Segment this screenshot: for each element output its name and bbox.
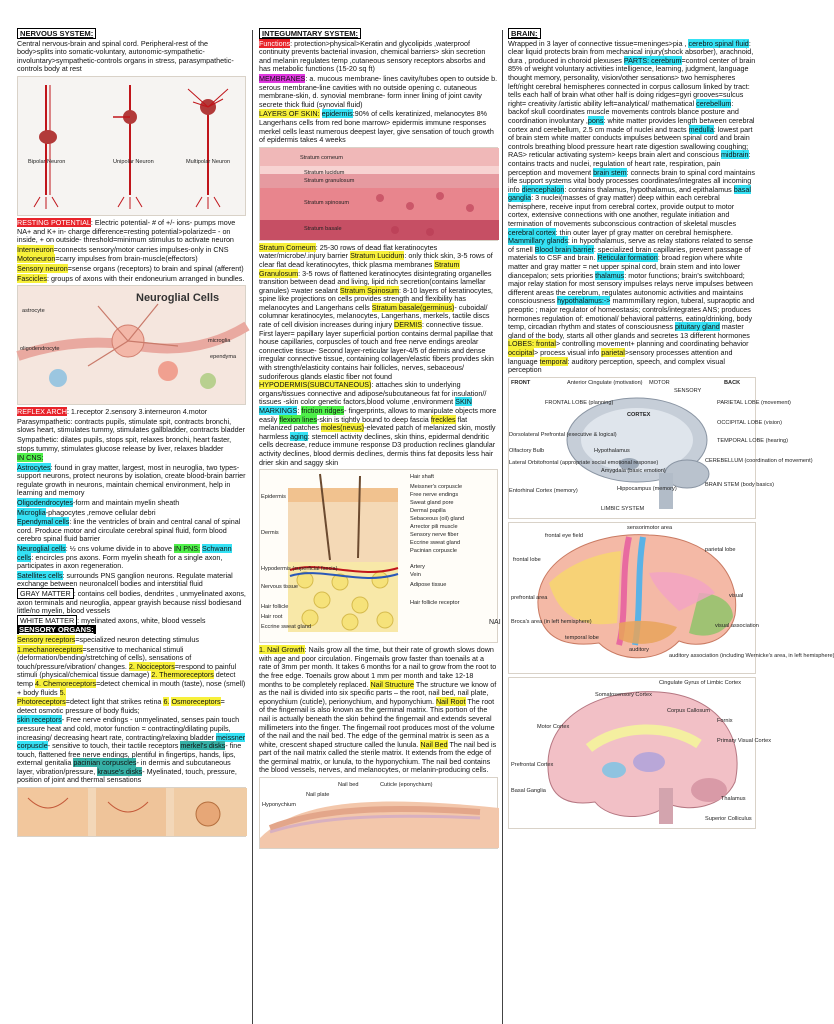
prefrontal-area-label: prefrontal area [511,594,548,601]
nail-side-label: NAI [489,619,501,627]
reticular-text: : broad region where white matter and gray matter = net upper spinal cord, brain stem and into lower diancepalon; sets priorities [508,253,743,280]
pons-text: : white matter provides length between cerebral cortex and cerebellum, 2.5 cm made of nuclei and tracts [508,115,755,134]
merkel-text: - fine touch, flattened free nerve endings, plentiful in fingertips, hands, lips, external genitalia [17,741,242,768]
basal-ganglia-label: Basal Ganglia [511,787,546,794]
integumentary-column [259,29,501,1024]
brain-stem-label: BRAIN STEM (body basics) [705,481,775,488]
thalamus-text: : motor functions; brain's switchboard; major relay station for most sensory impulses relays nerve impulses between different areas the cerebrum, regulates autonomic activities and maintains consciousness [508,270,753,306]
flexion-lines-text: -skin is tightly bound to deep fascia [316,414,431,424]
strata-drawing [260,148,499,240]
visual-association-label: visual association [715,622,759,629]
osmoreceptors-text: = detect osmotic pressure of body fluids; [17,697,225,715]
mammillary-text: : in hypothalamus, serve as relay stations related to sense of smell [508,236,753,254]
neuroglial-cells-illustration [17,285,246,405]
oligodendrocytes-term: Oligodendrocytes [17,498,73,508]
column-divider-2 [502,30,503,1024]
hair-shaft-label: Hair shaft [410,474,434,481]
nervous-tissue-label: Nervous tissue [261,584,298,591]
multipolar-label: Multipolar Neuron [186,158,231,165]
reflex-arch-term: REFLEX ARCH [17,407,67,417]
brain-regions-illustration [508,377,813,519]
functions-term: Functions [259,38,291,48]
nail-structure-text: The structure we know of as the nail is divided into six specific parts – the root, nail bed, nail plate, eponychium (cuticle), perionychium, and hyponychium. [259,679,497,706]
midbrain-text: : contains tracts and nuclei, regulation of heart rate, respiration, pain perception and movement [508,150,751,177]
six-term: 6. [163,697,170,707]
ependymal-text: : line the ventricles of brain and central canal of spinal cord. Produce motor and circulate cerebral spinal fluid, form blood cerebro spinal fluid barrier [17,517,241,544]
osmoreceptors-term: Osmoreceptors [171,697,221,707]
hypothalamus-label: Hypothalamus [594,447,630,454]
column-divider [252,30,253,1024]
dermis-text: : connective tissue. First layer= papillary layer superficial portion contains dermal papillae that house capillaries, corpuscles of touch and free nerve endings areolar connective tissue- Second layer-reticular layer-4/5 of dermis and dense irregular connective tissue, containing collagen/elastic fibers provides skin with strength/elasticity contains hair follicles, nerves, sebaceous/ sudoriferous glands elastic fiber not found [259,320,494,381]
diencephalon-text: : contains thalamus, hypothalamus, and epithalamus [564,184,734,194]
brocas-area-label: Broca's area (in left hemisphere) [511,618,592,625]
dermal-papilla-label: Dermal papilla [410,508,446,515]
basal-ganglia-term: basal ganglia [508,184,751,203]
mechanoreceptors-term: 1.mechanoreceptors [17,644,83,654]
glial-title: Neuroglial Cells [136,292,220,305]
fascicles-text: : groups of axons with their endoneurium arranged in bundles. [46,273,245,283]
lobes-term: LOBES: frontal [508,339,556,349]
nail-growth-term: 1. Nail Growth [259,645,305,655]
neuroglial-text: : ½ cns volume divide in to above [65,544,173,554]
skin-receptors-term: skin receptors [17,715,62,725]
hypothalamus-term: hypothalamus:-> [557,296,611,306]
mechanoreceptors-text: =sensitive to mechanical stimuli (deformation/bending/stretching of cells), sensations of touch/pressure/vibration/ changes. [17,644,192,671]
cerebellum-text: : backof skull coordinates muscle movements controls blance posture and coordination involuntary , [508,98,739,125]
temporal-lobe-label-2: temporal lobe [565,634,599,641]
fascicles-term: Fascicles [17,273,47,283]
sensory-neuron-term: Sensory neuron [17,263,68,273]
meissner-text: - sensitive to touch, their tactile receptors [47,741,181,751]
nail-plate-label: Nail plate [306,792,330,799]
stratum-corneum-term: Stratum Corneum [259,242,316,252]
neuroglial-term: Neuroglial cells [17,544,66,554]
photoreceptors-text: =detect light that strikes retina [65,697,162,707]
parasympathetic-text: Parasympathetic: contracts pupils, stimulate spit, contracts bronchi, slows heart, stimulates tummy, stimulates gallbladder, contracts bladder [17,416,245,435]
temporal-lobe-label: TEMPORAL LOBE (hearing) [717,437,788,444]
brain-stem-term: brain stem [593,167,627,177]
sensory-receptors-illustration [17,787,246,837]
corpus-callosum-label: Corpus Callosum [667,707,710,714]
hippocampus-label: Hippocampus (memory) [617,485,677,492]
temporal-term: temporal [539,356,568,366]
artery-label: Artery [410,564,425,571]
freckles-text: flat melanized patches [259,414,468,433]
cerebellum-label: CEREBELLUM (coordination of movement) [705,457,813,464]
reflex-arch-text: : 1.receptor 2.sensory 3.interneuron 4.motor [66,407,208,417]
brain-region-drawing [509,378,757,518]
receptor-drawing [18,788,247,836]
photoreceptors-term: Photoreceptors [17,697,66,707]
sympathetic-text: Sympathetic: dilates pupils, stops spit, relaxes bronchi, heart faster, stops tummy, stimulates glucose release by liver, relaxes bladder [17,434,232,453]
microglia-term: Microglia [17,507,46,517]
sensory-organs-header: SENSORY ORGANS: [19,625,94,635]
astrocytes-text: : found in gray matter, largest, most in neuroglia, two types-support neurons, protect neurons by isolation, create blood-brain barrier regulate growth in neurons, maintain chemical environment, help in learning and memory [17,462,246,498]
csf-text: : clear liquid protects brain from mechanical injury(shock absorber), arachnoid, dura , produced in choroid plexuses [508,38,754,65]
sagittal-drawing [509,678,757,828]
nail-bed-text: The nail bed is part of the nail matrix called the sterile matrix. It extends from the edge of the germinal matrix, or lunula, to the hyponychium. The nail bed contains the blood vessels, nerves, and melanocytes, or melanin-producing cells. [259,739,497,775]
resting-potential-text: : Electric potential- # of +/- ions- pumps move NA+ and K+ in- charge difference=resting potential>polarized= - on inside, + on outside- threshold=minimum stimulus to activate neuron [17,217,236,245]
dorsolateral-label: Dorsolateral Prefrontal (executive & logical) [509,431,617,438]
nail-growth-text: : Nails grow all the time, but their rate of growth slows down with age and poor circulation. Fingernails grow faster than toenails at a rate of 3mm per month. It takes 6 months for a nail to grow from the root to the free edge. Toenails grow about 1 mm per month and take 12-18 months to be completely replaced. [259,645,497,689]
parts-text: =control center of brain 85% of weight voluntary activities intelligence, learning, judgment, language thought memory, personality, vision/other sensations> two hemispheres left/right cerebral hemispheres connected in corpus callosum linked by tract: tells each half of brain what other half is doing ridges=gyri grooves=sulcus right= creativity /artistic ability left=analytical/ mathematical [508,55,756,108]
stratum-granulosum-label: Stratum granulosum [304,177,355,184]
hypodermis-text: : attaches skin to underlying organs/tissues connective and adipose/subcutaneous fat for insulation// tissues -skin color genetic factors,blood volume ,environment [259,380,487,407]
aging-text: : stemcell activity declines, skin thins, epidermal dendritic cells decrease, reduce immune response D3 production reclines glandular activity declines, blood dermis declines, dermis thins fat deposits less hair drier skin and saggy skin [259,431,496,467]
oligodendrocyte-label: oligodendrocyte [20,346,60,353]
midbrain-term: midbrain [720,150,749,160]
skin-cross-section-illustration [259,469,501,643]
sebaceous-label: Sebaceous (oil) gland [410,516,465,523]
parietal-term: parietal [601,347,625,357]
schwann-text: : encircles pns axons. Form myelin sheath for a single axon, participates in axon regeneration. [17,552,223,571]
oligodendrocytes-text: -form and maintain myelin sheath [72,498,180,508]
gray-matter-text: : contains cell bodies, dendrites , unmyelinated axons, axon terminals and neuroglia, appear grayish because nissl bodiesand little/no myelin, blood vessels [17,589,246,616]
parietal-lobe-label: PARIETAL LOBE (movement) [717,399,791,406]
pacinian-text: - in dermis and subcutaneous layer, vibration/pressure, [17,758,231,776]
cingulate-gyrus-label: Cingulate Gyrus of Limbic Cortex [659,679,742,686]
occipital-text: > process visual info [533,347,602,357]
superior-colliculus-label: Superior Colliculus [705,815,752,822]
cerebellum-term: cerebellum [696,98,732,108]
bipolar-label: Bipolar Neuron [28,158,66,165]
olfactory-label: Olfactory Bulb [509,447,545,454]
aging-term: aging [290,431,308,441]
layers-of-skin-term: LAYERS OF SKIN: [259,109,320,119]
friction-ridges-term: friction ridges [301,406,345,415]
cortex-areas-illustration [508,522,834,674]
sensory-label: SENSORY [674,387,702,394]
frontal-eye-field-label: frontal eye field [545,532,583,539]
stratum-corneum-label: Stratum corneum [300,154,343,161]
occipital-lobe-label: OCCIPITAL LOBE (vision) [717,419,782,426]
cuticle-label: Cuticle (eponychium) [380,782,433,789]
thalamus-label: Thalamus [721,795,746,802]
bbb-text: : specialized brain capillaries, prevent passage of materials to CSF and brain. [508,244,751,263]
reticular-term: Reticular formation [597,253,658,263]
stratum-basale-label: Stratum basale [304,225,342,232]
back-label: BACK [724,379,741,386]
interneuron-term: Interneuron [17,244,54,254]
vein-label: Vein [410,572,421,579]
medulla-text: : lowest part of brain stem white matter conducts impulses between spinal cord and brain controls breathing blood pressure heart rate digestion swallowing coughing; RAS> reticular activating system> keeps brain alert and conscious [508,124,753,160]
occipital-term: occipital [508,347,534,357]
nail-structure-term: Nail Structure [370,679,415,689]
entorhinal-label: Entorhinal Cortex (memory) [509,487,578,494]
front-label: FRONT [511,379,531,386]
parietal-text: >sensory processes attention and language [508,347,733,366]
motor-cortex-label: Motor Cortex [537,723,570,730]
satellite-term: Satellites cells [17,570,63,580]
basal-ganglia-text: : 3 nuclei(masses of gray matter) deep within each cerebral hemisphere, receive input from cerebral cortex, provide output to motor cortex, extensive connections with one another, regulate initiation and termination of movements subconscious contraction of skeletal muscles [508,193,737,229]
pacinian-label: Pacinian corpuscle [410,548,457,555]
unipolar-label: Unipolar Neuron [113,158,154,165]
interneuron-text: =connects sensory/motor carries impulses-only in CNS [53,244,229,254]
diencephalon-term: diencephalon [521,184,565,194]
sensory-fiber-label: Sensory nerve fiber [410,532,459,539]
pons-term: pons [587,115,604,125]
parts-term: PARTS: cerebrum [623,55,682,65]
hypodermis-term: HYPODERMIS(SUBCUTANEOUS) [259,380,372,390]
moles-term: moles(nevus) [320,423,365,433]
nail-bed-term: Nail Bed [420,739,448,749]
hair-follicle-label: Hair follicle [261,604,289,611]
thalamus-term: thalamus [595,270,625,280]
meissner-label: Meissner's corpuscle [410,484,463,491]
auditory-label: auditory [629,646,649,653]
meissner-term: meissner corpuscle [17,732,246,751]
auditory-association-label: auditory association (including Wernicke's area, in left hemisphere) [669,652,834,659]
stratum-spinosum-term: Stratum Spinosum [339,285,400,295]
membranes-text: : a. mucous membrane- lines cavity/tubes open to outside b. serous membrane-line cavities with no outside opening c. cutaneous membrane-skin, d. synovial membrane- form inner lining of joint cavity secrete thick fluid (synovial fluid) [259,73,498,109]
cns-term: IN CNS: [17,453,44,463]
motoneuron-term: Motoneuron [17,254,56,264]
hypothalamus-text: mammmillary region, tuberal, supraoptic and preoptic ; major regulator of homeostasis; controls/integrates ANS; produces hormones regulation of: emotional/ behavioral patterns, eating/drinking, body temp, circadian rhythm and states of consciousness [508,296,755,332]
pituitary-text: master gland of the body, starts all other glands and secretes 13 different hormones [508,322,750,340]
chemoreceptors-term: 4. Chemoreceptors [34,678,97,688]
fornix-label: Fornix [717,717,733,724]
follicle-receptor-label: Hair follicle receptor [410,600,460,607]
brain-intro: Wrapped in 3 layer of connective tissue=meninges>pia , [508,38,689,48]
arrector-label: Arrector pili muscle [410,524,458,531]
sensorimotor-label: sensorimotor area [627,524,673,531]
membranes-term: MEMBRANES [259,73,306,83]
dermis-label: Dermis [261,530,279,537]
amygdala-label: Amygdala (basic emotion) [601,467,666,474]
moles-text: -elevated patch of melanized skin, mostly harmless [259,423,496,441]
stratum-granulosum-term: Stratum Granulosum [259,259,460,278]
ependymal-term: Ependymal cells [17,517,70,527]
sensory-receptors-text: =specialized neuron detecting stimulus [75,634,199,644]
parietal-lobe-label-2: parietal lobe [705,546,736,553]
skin-markings-text: : [297,406,302,415]
sensory-receptors-term: Sensory receptors [17,634,76,644]
thermoreceptors-text: detect temp [17,670,236,688]
eccrine-gland-label: Eccrine sweat gland [261,624,312,631]
friction-ridges-text: - fingerprints, allows to manipulate objects more easily [259,406,497,424]
integumentary-header: INTEGUMNTARY SYSTEM: [259,28,361,39]
krause-text: - Myelinated, touch, pressure, position of joint and thermal sensations [17,766,237,785]
dermis-term: DERMIS [394,320,422,330]
eccrine-label: Eccrine sweat gland [410,540,461,547]
stratum-lucidum-text: : only thick skin, 3-5 rows of clear flat dead keratinocytes, thick plasma membranes [259,251,493,269]
chemoreceptors-text: =detect chemical in mouth (taste), nose (smell) + body fluids [17,678,246,697]
skin-receptors-text: - Free nerve endings - unmyelinated, senses pain touch pressure heat and cold, motor function = contracting/dilating pupils, increasing/ decreasing heart rate, contracting/relaxing bladder [17,715,240,742]
stratum-lucidum-label: Stratum lucidum [304,169,345,176]
epidermis-label: Epidermis [261,494,286,501]
freckles-term: freckles [430,414,456,424]
astrocyte-label: astrocyte [22,308,45,315]
csf-term: cerebro spinal fluid [688,38,749,48]
stratum-spinosum-text: : 8-10 layers of keratinocytes, spine like projections on cells provides strength and flexibility has melanocytes and Langerhans cells [259,285,493,312]
motor-label: MOTOR [649,379,670,386]
white-matter-term: WHITE MATTER [17,615,77,626]
resting-potential-term: RESTING POTENTIAL [17,217,91,227]
nail-drawing [260,778,499,848]
five-term: 5. [59,687,66,697]
microglia-text: -phagocytes ,remove cellular debri [45,507,156,517]
anterior-cingulate-label: Anterior Cingulate (motivation) [567,379,643,386]
prefrontal-cortex-label: Prefrontal Cortex [511,761,554,768]
mammillary-term: Mammillary glands [508,236,568,246]
satellite-text: : surrounds PNS ganglion neurons. Regulate material exchange between neuronalcell bodies and interstitial fluid [17,570,233,589]
white-matter-text: : myelinated axons, white, blood vessels [77,615,206,625]
pacinian-term: pacinian corpuscles [73,758,137,768]
functions-text: : protection>physical>Keratin and glycolipids ,waterproof continuity prevents bacterial invasion, chemical barriers> skin secretion and melanin regulates temp ,cutaneous sensory receptors absorbs and has metabolic functions (15-20 sq ft) [259,38,486,74]
hair-root-label: Hair root [261,614,283,621]
nail-root-text: The root of the fingernail is also known as the germinal matrix. This portion of the nail is actually beneath the skin behind the fingernail and extends several millimeters into the finger. The fingernail root produces most of the volume of the nail and the nail bed. The edge of the germinal matrix is seen as a white, crescent shaped structure called the lunula. [259,696,495,749]
cortex-label: CORTEX [627,411,651,418]
bbb-term: Blood brain barrier [534,244,594,254]
medulla-term: medulla [688,124,714,134]
primary-visual-label: Primary Visual Cortex [717,737,771,744]
adipose-label: Adipose tissue [410,582,447,589]
nail-bed-label: Nail bed [338,782,359,789]
nervous-intro: Central nervous-brain and spinal cord. Peripheral-rest of the body>splits into somatic-voluntary, autonomic-sympathetic-involuntary>sympathetic-controls organs in stress, parasympathetic-controls body at rest [17,38,234,74]
cerebral-cortex-term: cerebral cortex [508,227,556,237]
cerebral-cortex-text: : thin outer layer pf gray matter on cerebral hemisphere. [555,227,733,237]
stratum-corneum-text: : 25-30 rows of dead flat keratinocytes water/microbe/.injury barrier [259,242,438,261]
sensory-neuron-text: =sense organs (receptors) to brain and spinal (afferent) [67,263,244,273]
hypodermis-label: Hypodermis (superficial fascia) [261,566,338,573]
brain-sagittal-illustration [508,677,771,829]
brain-stem-text: : connects brain to spinal cord maintains life support systems vital body processes coordinates/integrates all incoming info [508,167,755,194]
frontal-lobe-label-2: frontal lobe [513,556,541,563]
krause-term: krause's disks [97,766,143,776]
stratum-lucidum-term: Stratum Lucidum [350,251,405,261]
neuron-drawing [18,77,247,215]
astrocytes-term: Astrocytes [17,462,51,472]
nervous-system-header: NERVOUS SYSTEM: [17,28,96,39]
epidermis-layers-illustration [259,147,498,241]
skin-drawing [260,470,499,642]
epidermis-text: :90% of cells keratinized, melanocytes 8% Langerhans cells from red bone marrow> epidermis immune responses merkel cells least numerous deepest layer, give sensation of touch growth of epidermis takes 4 weeks [259,109,494,145]
frontal-lobe-label: FRONTAL LOBE (planning) [545,399,614,406]
brain-header: BRAIN: [508,28,541,39]
merkel-term: merkel's disks [180,741,226,751]
limbic-system-label: LIMBIC SYSTEM [601,505,645,512]
temporal-text: : auditory perception, speech, and complex visual perception [508,356,725,375]
skin-markings-term: SKIN MARKINGS [259,397,472,415]
lobes-text: > controlling movement+ planning and coordinating behavior [555,339,749,349]
stratum-granulosum-text: : 3-5 rows of flattened keratinocytes disintegrating organelles transition between dead and living, lipid rich secretion(contains lamellar granules) =water sealant [259,268,492,295]
gray-matter-term: GRAY MATTER [17,588,74,599]
nail-root-term: Nail Root [435,696,466,706]
stratum-basale-text: - cuboidal/ columnar keratinocytes, melanocytes, Langerhans, merkels, tactile discs rate of cell division increases during injury [259,302,490,330]
nociceptors-text: =respond to painful stimuli (physical/chemical tissue damage) [17,661,237,680]
hyponychium-label: Hyponychium [262,802,296,809]
sweat-pore-label: Sweat gland pore [410,500,454,507]
ependyma-label: ependyma [210,354,237,361]
nail-illustration [259,777,498,849]
flexion-lines-term: flexion lines [279,414,317,424]
microglia-label: microglia [208,338,231,345]
lateral-orbitofrontal-label: Lateral Orbitofrontal (appropriate social emotional response) [509,459,659,466]
stratum-spinosum-label: Stratum spinosum [304,199,350,206]
motoneuron-text: =carry impulses from brain-muscle(effectors) [55,254,198,264]
somatosensory-label: Somatosensory Cortex [595,691,652,698]
nervous-system-column [17,30,246,1024]
thermoreceptors-term: 2. Thermoreceptors [151,670,214,680]
neuron-types-illustration [17,76,246,216]
pns-term: IN PNS: [174,544,200,554]
stratum-basale-term: Stratum basale(germinus) [371,302,455,312]
pituitary-term: pituitary gland [675,322,720,332]
brain-column [508,29,834,1024]
schwann-term: Schwann cells [17,544,232,562]
epidermis-term: epidermis [321,109,353,119]
free-nerve-label: Free nerve endings [410,492,459,499]
visual-label: visual [729,592,744,599]
nociceptors-term: 2. Nociceptors [128,661,175,671]
